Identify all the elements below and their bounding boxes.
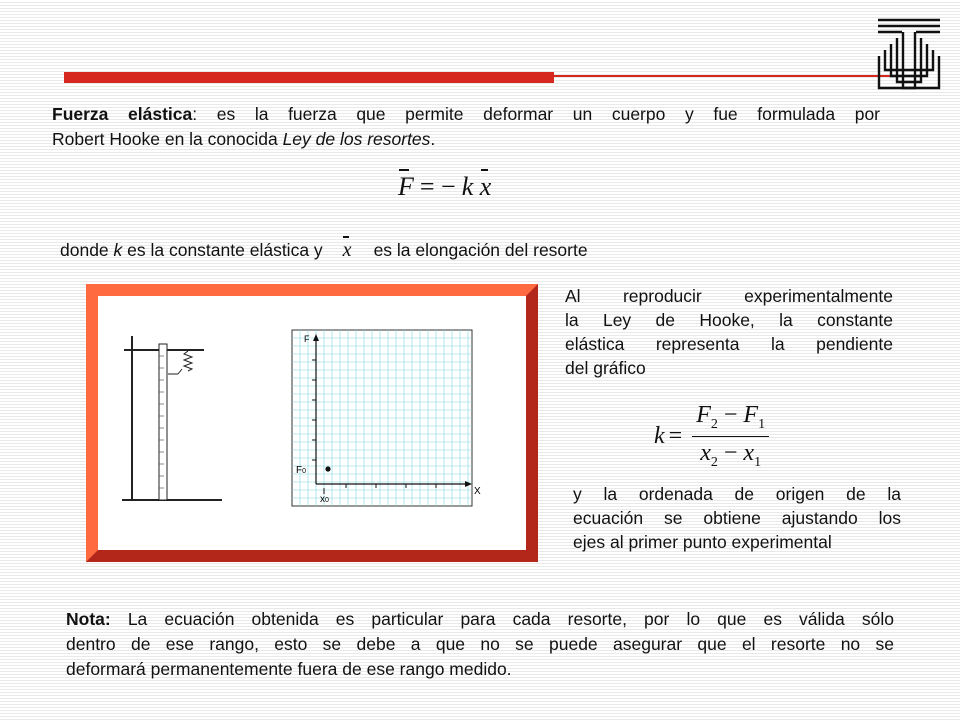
spring-experiment-figure xyxy=(98,296,526,550)
equals-minus: = − xyxy=(419,172,456,201)
ruler xyxy=(159,344,167,500)
spring-constant-symbol: k xyxy=(461,172,474,201)
slope-formula xyxy=(654,402,769,471)
elongation-vector-symbol: x xyxy=(479,172,492,201)
note-label: Nota: xyxy=(66,609,111,629)
paragraph-intercept xyxy=(573,482,901,554)
slope-equals: = xyxy=(668,422,683,449)
text-constant: es la constante elástica y xyxy=(122,240,323,260)
graph-grid xyxy=(292,330,472,506)
x-vector-symbol: x xyxy=(342,239,352,261)
text-elongation: es la elongación del resorte xyxy=(373,240,588,260)
x-axis-label: X xyxy=(474,486,481,497)
term-elastic-force: Fuerza elástica xyxy=(52,104,193,124)
first-data-point xyxy=(325,466,330,471)
x0-label: x0 xyxy=(320,494,329,505)
period: . xyxy=(430,129,436,149)
slope-line-3: elástica representa la pendiente xyxy=(565,334,893,354)
hooke-text: Robert Hooke en la conocida xyxy=(52,129,283,149)
slope-line-1: Al reproducir experimentalmente xyxy=(565,286,893,306)
spring xyxy=(184,350,192,371)
intercept-line-3: ejes al primer punto experimental xyxy=(573,532,832,552)
slope-numerator: $F_2 - F_1$ xyxy=(692,402,769,437)
pointer-arrow xyxy=(168,369,182,374)
law-name: Ley de los resortes xyxy=(282,129,431,149)
slope-fraction xyxy=(692,402,769,471)
sentence-definitions xyxy=(60,239,588,262)
slope-line-2: la Ley de Hooke, la constante xyxy=(565,310,893,330)
k-symbol: k xyxy=(113,240,123,260)
intercept-line-2: ecuación se obtiene ajustando los xyxy=(573,508,901,528)
slope-denominator: $x_2 - x_1$ xyxy=(700,439,762,470)
note-line-1: La ecuación obtenida es particular para cada resorte, por lo que es válida sólo xyxy=(110,609,894,629)
paragraph-elastic-force xyxy=(52,102,880,152)
f0-label: F0 xyxy=(296,465,307,476)
paragraph-note xyxy=(66,607,894,682)
paragraph-slope xyxy=(565,284,893,380)
note-line-2: dentro de ese rango, esto se debe a que no se puede asegurar que el resorte no se xyxy=(66,634,894,654)
intercept-line-1: y la ordenada de origen de la xyxy=(573,484,901,504)
hooke-law-formula xyxy=(398,172,491,202)
header-red-bar xyxy=(64,72,554,83)
slope-k: k xyxy=(654,422,665,449)
university-logo xyxy=(874,16,944,92)
header-red-line xyxy=(554,75,894,77)
text-donde: donde xyxy=(60,240,114,260)
note-line-3: deformará permanentemente fuera de ese rango medido. xyxy=(66,659,512,679)
force-vector-symbol: F xyxy=(398,172,414,201)
y-axis-label: F xyxy=(304,334,310,344)
slope-line-4: del gráfico xyxy=(565,358,646,378)
definition-text: : es la fuerza que permite deformar un cuerpo y fue formulada por xyxy=(192,104,881,124)
